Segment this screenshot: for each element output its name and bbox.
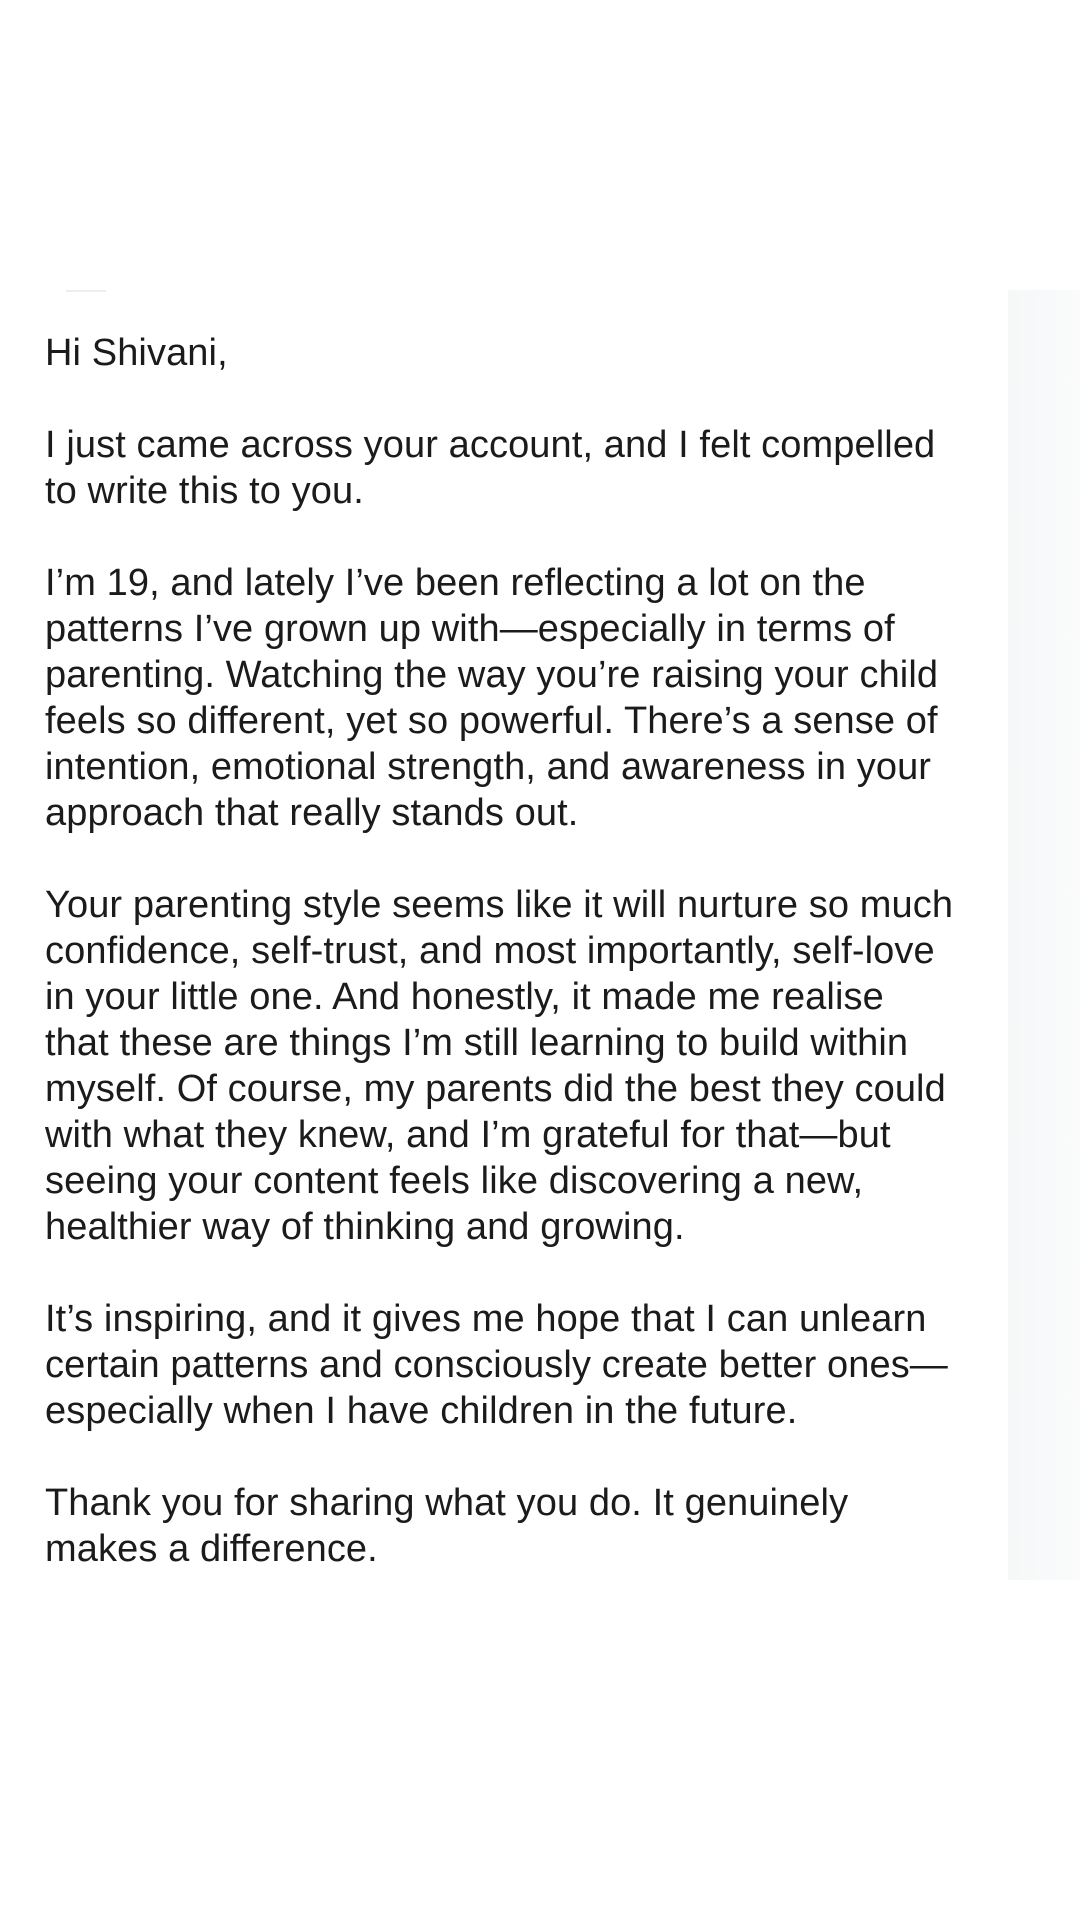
right-side-strip xyxy=(1008,290,1080,1580)
message-paragraph-2: I’m 19, and lately I’ve been reflecting a lot on the patterns I’ve grown up with—especially in terms of parenting. Watching the way you’re raising your child feels so different, yet so powerful. There’s a sense of intention, emotional strength, and awareness in your approach that really stands out. xyxy=(45,562,939,834)
message-paragraph-5: Thank you for sharing what you do. It genuinely makes a difference. xyxy=(45,1482,849,1570)
top-divider-mark xyxy=(66,290,106,292)
message-greeting: Hi Shivani, xyxy=(45,332,228,374)
message-paragraph-3: Your parenting style seems like it will nurture so much confidence, self-trust, and most importantly, self-love in your little one. And honestly, it made me realise that these are things I’m still learning to build within myself. Of course, my parents did the best they could with what they knew, and I’m grateful for that—but seeing your content feels like discovering a new, healthier way of thinking and growing. xyxy=(45,884,954,1248)
message-paragraph-4: It’s inspiring, and it gives me hope that I can unlearn certain patterns and consciously create better ones— especially when I have children in the future. xyxy=(45,1298,948,1432)
message-body xyxy=(45,330,995,1572)
message-paragraph-1: I just came across your account, and I felt compelled to write this to you. xyxy=(45,424,936,512)
